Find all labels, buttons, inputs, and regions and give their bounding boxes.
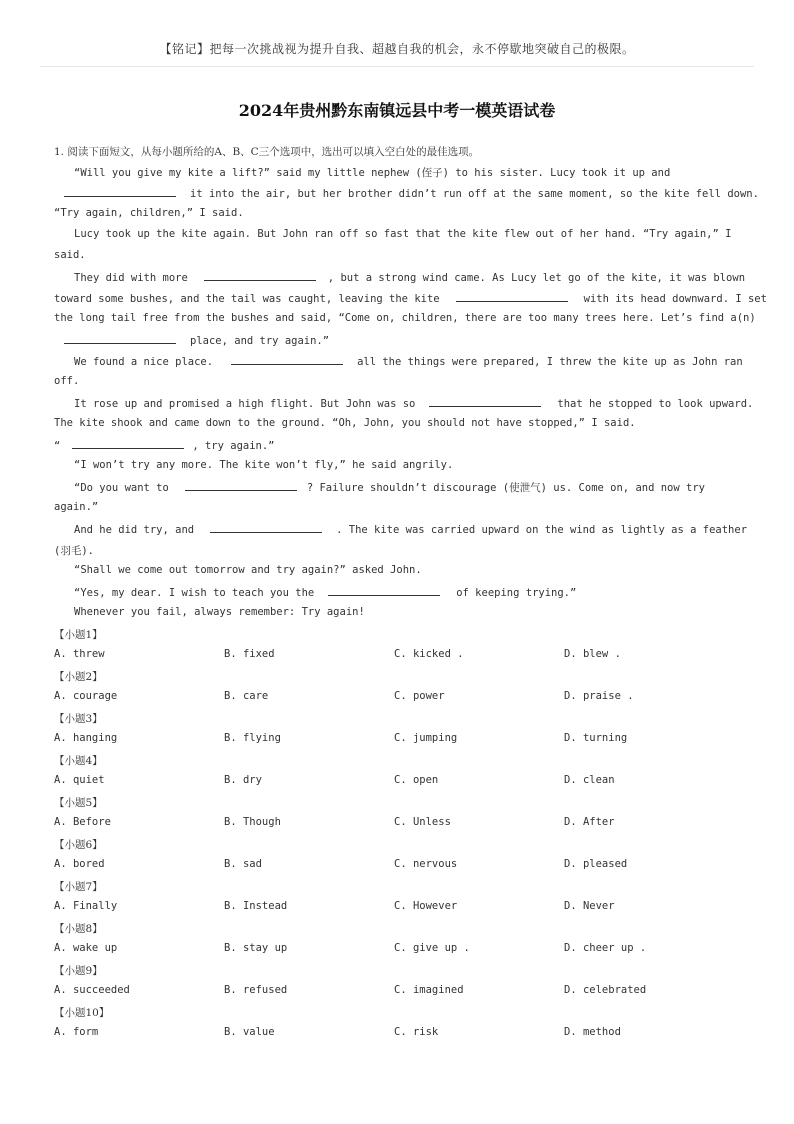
blank-8 bbox=[185, 480, 297, 491]
subquestion-label: 【小题2】 bbox=[54, 671, 103, 683]
option-d[interactable]: D. After bbox=[564, 816, 615, 828]
option-c[interactable]: C. open bbox=[394, 774, 439, 786]
subquestion-label: 【小题5】 bbox=[54, 797, 103, 809]
text-segment: all the things were prepared, I threw the kite up as John ran bbox=[357, 356, 743, 368]
option-a[interactable]: A. courage bbox=[54, 690, 118, 702]
passage-line: Whenever you fail, always remember: Try again! bbox=[74, 606, 365, 618]
option-a[interactable]: A. quiet bbox=[54, 774, 105, 786]
option-d[interactable]: D. praise . bbox=[564, 690, 634, 702]
option-a[interactable]: A. Finally bbox=[54, 900, 118, 912]
text-segment: It rose up and promised a high flight. But John was so bbox=[74, 398, 416, 410]
blank-2 bbox=[204, 270, 316, 281]
subquestion-label: 【小题10】 bbox=[54, 1007, 110, 1019]
text-segment: place, and try again.” bbox=[190, 335, 330, 347]
passage-line: “I won’t try any more. The kite won’t fly,” he said angrily. bbox=[74, 459, 454, 471]
option-a[interactable]: A. hanging bbox=[54, 732, 118, 744]
subquestion-label: 【小题3】 bbox=[54, 713, 103, 725]
option-b[interactable]: B. refused bbox=[224, 984, 288, 996]
option-d[interactable]: D. celebrated bbox=[564, 984, 647, 996]
option-b[interactable]: B. fixed bbox=[224, 648, 275, 660]
passage-line: off. bbox=[54, 375, 80, 387]
option-c[interactable]: C. jumping bbox=[394, 732, 458, 744]
passage-line bbox=[74, 396, 753, 410]
blank-4 bbox=[64, 333, 176, 344]
text-segment: “Yes, my dear. I wish to teach you the bbox=[74, 587, 315, 599]
passage-line: the long tail free from the bushes and said, “Come on, children, there are too many trees here. Let’s find a(n) bbox=[54, 312, 756, 324]
option-c[interactable]: C. However bbox=[394, 900, 458, 912]
subquestion-label: 【小题8】 bbox=[54, 923, 103, 935]
passage-line: “Will you give my kite a lift?” said my little nephew (侄子) to his sister. Lucy took it up and bbox=[74, 167, 671, 179]
passage-line bbox=[74, 270, 745, 284]
option-a[interactable]: A. bored bbox=[54, 858, 105, 870]
text-segment: We found a nice place. bbox=[74, 356, 214, 368]
text-segment: And he did try, and bbox=[74, 524, 195, 536]
passage-line bbox=[54, 333, 329, 347]
option-a[interactable]: A. wake up bbox=[54, 942, 118, 954]
passage-line: (羽毛). bbox=[54, 545, 94, 557]
text-segment: ? Failure shouldn’t discourage (使泄气) us. Come on, and now try bbox=[306, 482, 705, 494]
option-c[interactable]: C. imagined bbox=[394, 984, 464, 996]
option-d[interactable]: D. clean bbox=[564, 774, 615, 786]
option-d[interactable]: D. method bbox=[564, 1026, 621, 1038]
blank-5 bbox=[231, 354, 343, 365]
text-segment: “Do you want to bbox=[74, 482, 169, 494]
option-d[interactable]: D. pleased bbox=[564, 858, 628, 870]
text-segment: of keeping trying.” bbox=[456, 587, 577, 599]
passage-line: Lucy took up the kite again. But John ran off so fast that the kite flew out of her hand. “Try again,” I bbox=[74, 228, 732, 240]
option-b[interactable]: B. flying bbox=[224, 732, 281, 744]
text-segment: “ bbox=[54, 440, 61, 452]
option-b[interactable]: B. sad bbox=[224, 858, 262, 870]
option-d[interactable]: D. Never bbox=[564, 900, 615, 912]
option-c[interactable]: C. kicked . bbox=[394, 648, 464, 660]
blank-6 bbox=[429, 396, 541, 407]
text-segment: They did with more bbox=[74, 272, 188, 284]
passage-line bbox=[54, 186, 759, 200]
option-b[interactable]: B. stay up bbox=[224, 942, 288, 954]
text-segment: it into the air, but her brother didn’t run off at the same moment, so the kite fell down. bbox=[190, 188, 759, 200]
option-c[interactable]: C. give up . bbox=[394, 942, 470, 954]
option-a[interactable]: A. succeeded bbox=[54, 984, 130, 996]
option-d[interactable]: D. cheer up . bbox=[564, 942, 647, 954]
instruction: 1. 阅读下面短文，从每小题所给的A、B、C三个选项中，选出可以填入空白处的最佳选项。 bbox=[54, 146, 480, 158]
option-d[interactable]: D. blew . bbox=[564, 648, 621, 660]
subquestion-label: 【小题9】 bbox=[54, 965, 103, 977]
subquestion-label: 【小题1】 bbox=[54, 629, 103, 641]
passage-line bbox=[54, 438, 275, 452]
option-c[interactable]: C. risk bbox=[394, 1026, 439, 1038]
text-segment: with its head downward. I set bbox=[583, 293, 767, 305]
text-segment: . The kite was carried upward on the wind as lightly as a feather bbox=[336, 524, 748, 536]
option-b[interactable]: B. Though bbox=[224, 816, 281, 828]
option-a[interactable]: A. Before bbox=[54, 816, 111, 828]
subquestion-label: 【小题4】 bbox=[54, 755, 103, 767]
passage-line: “Shall we come out tomorrow and try again?” asked John. bbox=[74, 564, 422, 576]
option-c[interactable]: C. nervous bbox=[394, 858, 458, 870]
blank-9 bbox=[210, 522, 322, 533]
text-segment: , but a strong wind came. As Lucy let go of the kite, it was blown bbox=[327, 272, 746, 284]
passage-line bbox=[74, 354, 743, 368]
option-d[interactable]: D. turning bbox=[564, 732, 628, 744]
passage-line: The kite shook and came down to the ground. “Oh, John, you should not have stopped,” I said. bbox=[54, 417, 636, 429]
passage-line bbox=[74, 522, 747, 536]
passage-line bbox=[54, 291, 767, 305]
text-segment: that he stopped to look upward. bbox=[557, 398, 754, 410]
text-segment: toward some bushes, and the tail was caught, leaving the kite bbox=[54, 293, 440, 305]
option-b[interactable]: B. care bbox=[224, 690, 269, 702]
blank-1 bbox=[64, 186, 176, 197]
option-b[interactable]: B. dry bbox=[224, 774, 262, 786]
option-b[interactable]: B. value bbox=[224, 1026, 275, 1038]
blank-10 bbox=[328, 585, 440, 596]
passage-line: “Try again, children,” I said. bbox=[54, 207, 244, 219]
header-divider bbox=[40, 66, 754, 67]
motto-banner: 【铭记】把每一次挑战视为提升自我、超越自我的机会，永不停歇地突破自己的极限。 bbox=[159, 42, 635, 56]
passage-line bbox=[74, 480, 705, 495]
blank-3 bbox=[456, 291, 568, 302]
subquestion-label: 【小题6】 bbox=[54, 839, 103, 851]
option-c[interactable]: C. Unless bbox=[394, 816, 451, 828]
option-c[interactable]: C. power bbox=[394, 690, 445, 702]
text-segment: , try again.” bbox=[192, 440, 275, 452]
blank-7 bbox=[72, 438, 184, 449]
option-a[interactable]: A. threw bbox=[54, 648, 105, 660]
passage-line bbox=[74, 585, 576, 599]
passage-line: again.” bbox=[54, 501, 99, 513]
option-b[interactable]: B. Instead bbox=[224, 900, 288, 912]
passage-line: said. bbox=[54, 249, 86, 261]
option-a[interactable]: A. form bbox=[54, 1026, 99, 1038]
exam-title: 2024年贵州黔东南镇远县中考一模英语试卷 bbox=[238, 101, 556, 120]
subquestion-label: 【小题7】 bbox=[54, 881, 103, 893]
